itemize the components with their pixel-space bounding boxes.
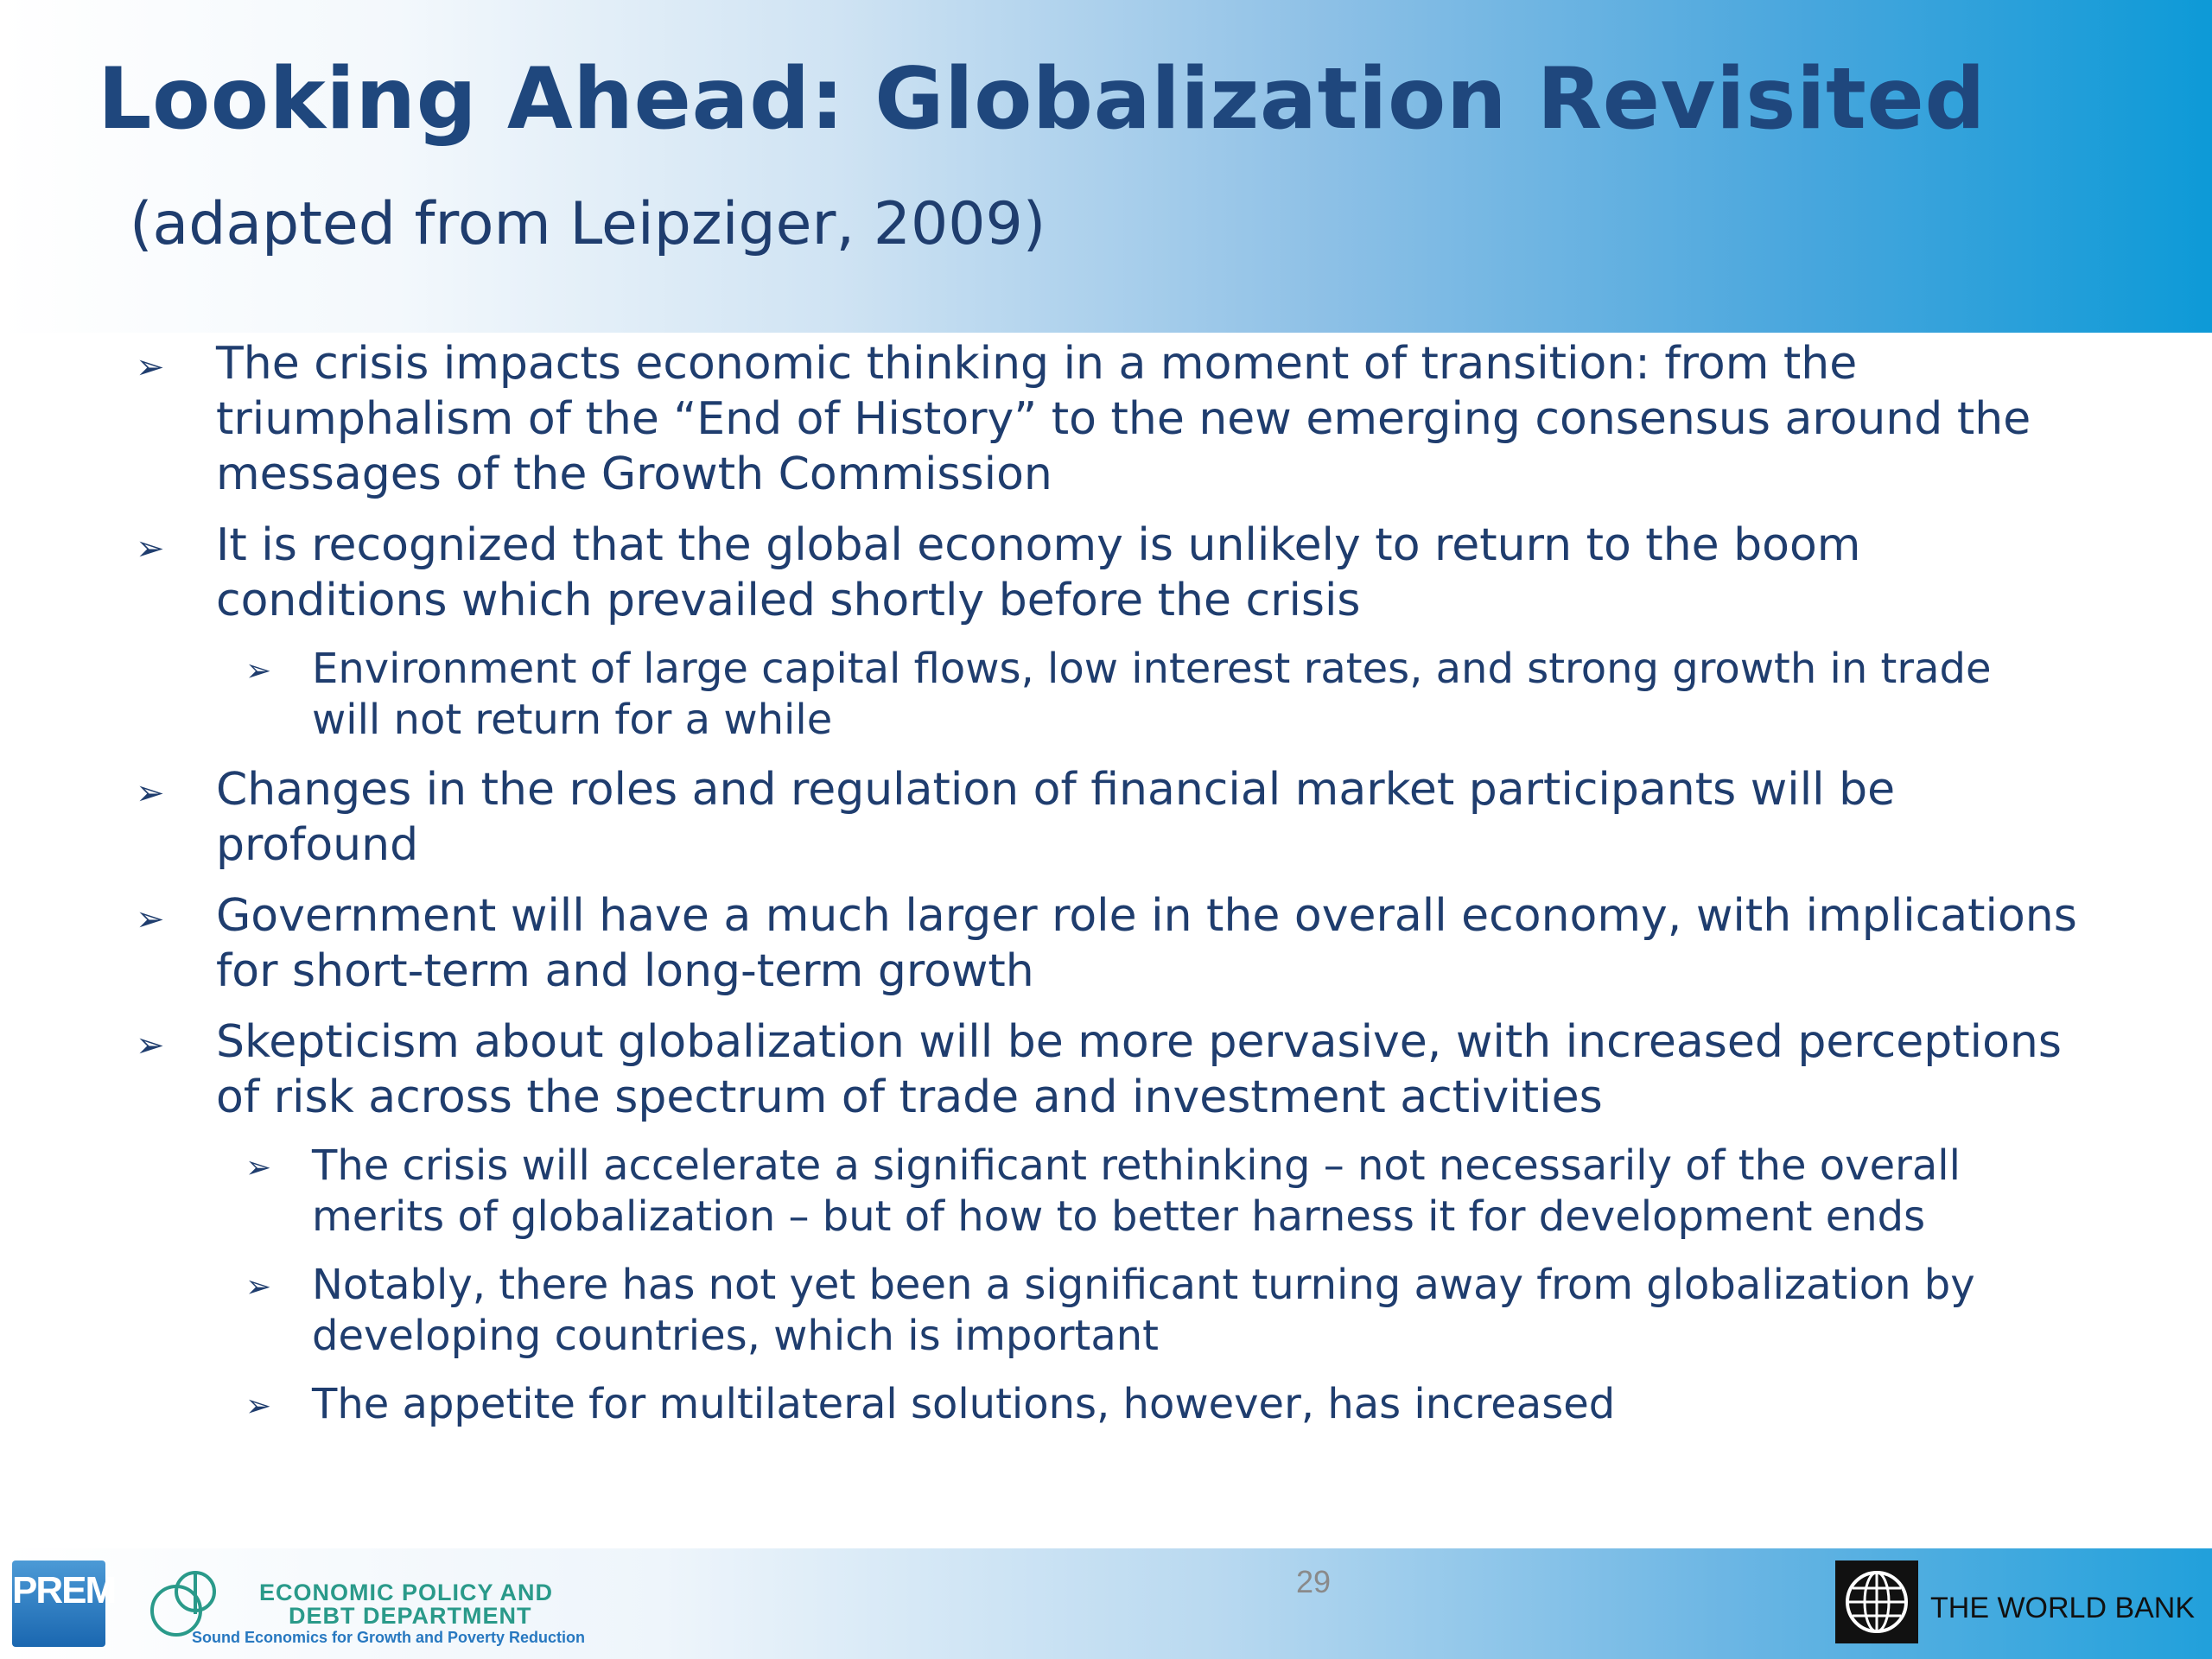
bullet-line: Skepticism about globalization will be more pervasive, with increased perceptions <box>216 1016 2062 1068</box>
bullet-line: The crisis will accelerate a significant rethinking – not necessarily of the overall <box>312 1141 1961 1190</box>
bullet-line: Changes in the roles and regulation of financial market participants will be <box>216 764 1896 816</box>
sub-bullet-item <box>245 1141 1961 1243</box>
bullet-line: merits of globalization – but of how to better harness it for development ends <box>312 1192 1926 1241</box>
bullet-arrow-icon: ➢ <box>136 347 165 387</box>
prem-logo-text: PREM <box>12 1569 116 1611</box>
slide-subtitle: (adapted from Leipziger, 2009) <box>130 190 1046 258</box>
sub-bullet-item <box>245 1379 1615 1430</box>
bullet-line: developing countries, which is important <box>312 1312 1159 1360</box>
bullet-line: triumphalism of the “End of History” to the new emerging consensus around the <box>216 393 2031 445</box>
bullet-line: of risk across the spectrum of trade and investment activities <box>216 1071 1603 1123</box>
bullet-arrow-icon: ➢ <box>245 1269 272 1305</box>
page-number: 29 <box>1296 1564 1332 1599</box>
bullet-arrow-icon: ➢ <box>136 899 165 939</box>
bullet-line: The appetite for multilateral solutions, however, has increased <box>312 1380 1616 1428</box>
bullet-arrow-icon: ➢ <box>245 1389 272 1424</box>
bullet-item <box>136 888 2077 999</box>
sub-bullet-item <box>245 1260 1975 1362</box>
bullet-arrow-icon: ➢ <box>136 773 165 813</box>
bullet-arrow-icon: ➢ <box>136 529 165 569</box>
bullet-arrow-icon: ➢ <box>245 1150 272 1185</box>
world-bank-label: THE WORLD BANK <box>1930 1592 2196 1624</box>
sub-bullet-item <box>245 644 1991 746</box>
bullet-line: It is recognized that the global economy is unlikely to return to the boom <box>216 519 1861 571</box>
bullet-line: The crisis impacts economic thinking in a moment of transition: from the <box>216 338 1858 390</box>
bullet-arrow-icon: ➢ <box>136 1026 165 1065</box>
epd-title-line1: ECONOMIC POLICY AND <box>259 1580 554 1605</box>
world-bank-globe-icon <box>1835 1560 1918 1643</box>
bullet-line: conditions which prevailed shortly before the crisis <box>216 575 1361 626</box>
bullet-line: Notably, there has not yet been a significant turning away from globalization by <box>312 1261 1975 1309</box>
bullet-item <box>136 762 1895 873</box>
bullet-item <box>136 518 1860 628</box>
bullet-line: messages of the Growth Commission <box>216 448 1052 500</box>
bullet-item <box>136 336 2031 502</box>
bullet-line: will not return for a while <box>312 696 833 744</box>
bullet-arrow-icon: ➢ <box>245 653 272 689</box>
bullet-item <box>136 1014 2062 1125</box>
epd-title-line2: DEBT DEPARTMENT <box>289 1603 532 1629</box>
bullet-line: Environment of large capital flows, low interest rates, and strong growth in trade <box>312 645 1992 693</box>
bullet-line: for short-term and long-term growth <box>216 945 1034 997</box>
bullet-line: Government will have a much larger role in the overall economy, with implications <box>216 890 2077 942</box>
bullet-line: profound <box>216 819 419 871</box>
slide-title: Looking Ahead: Globalization Revisited <box>98 50 1986 149</box>
epd-tagline: Sound Economics for Growth and Poverty Reduction <box>192 1629 586 1646</box>
